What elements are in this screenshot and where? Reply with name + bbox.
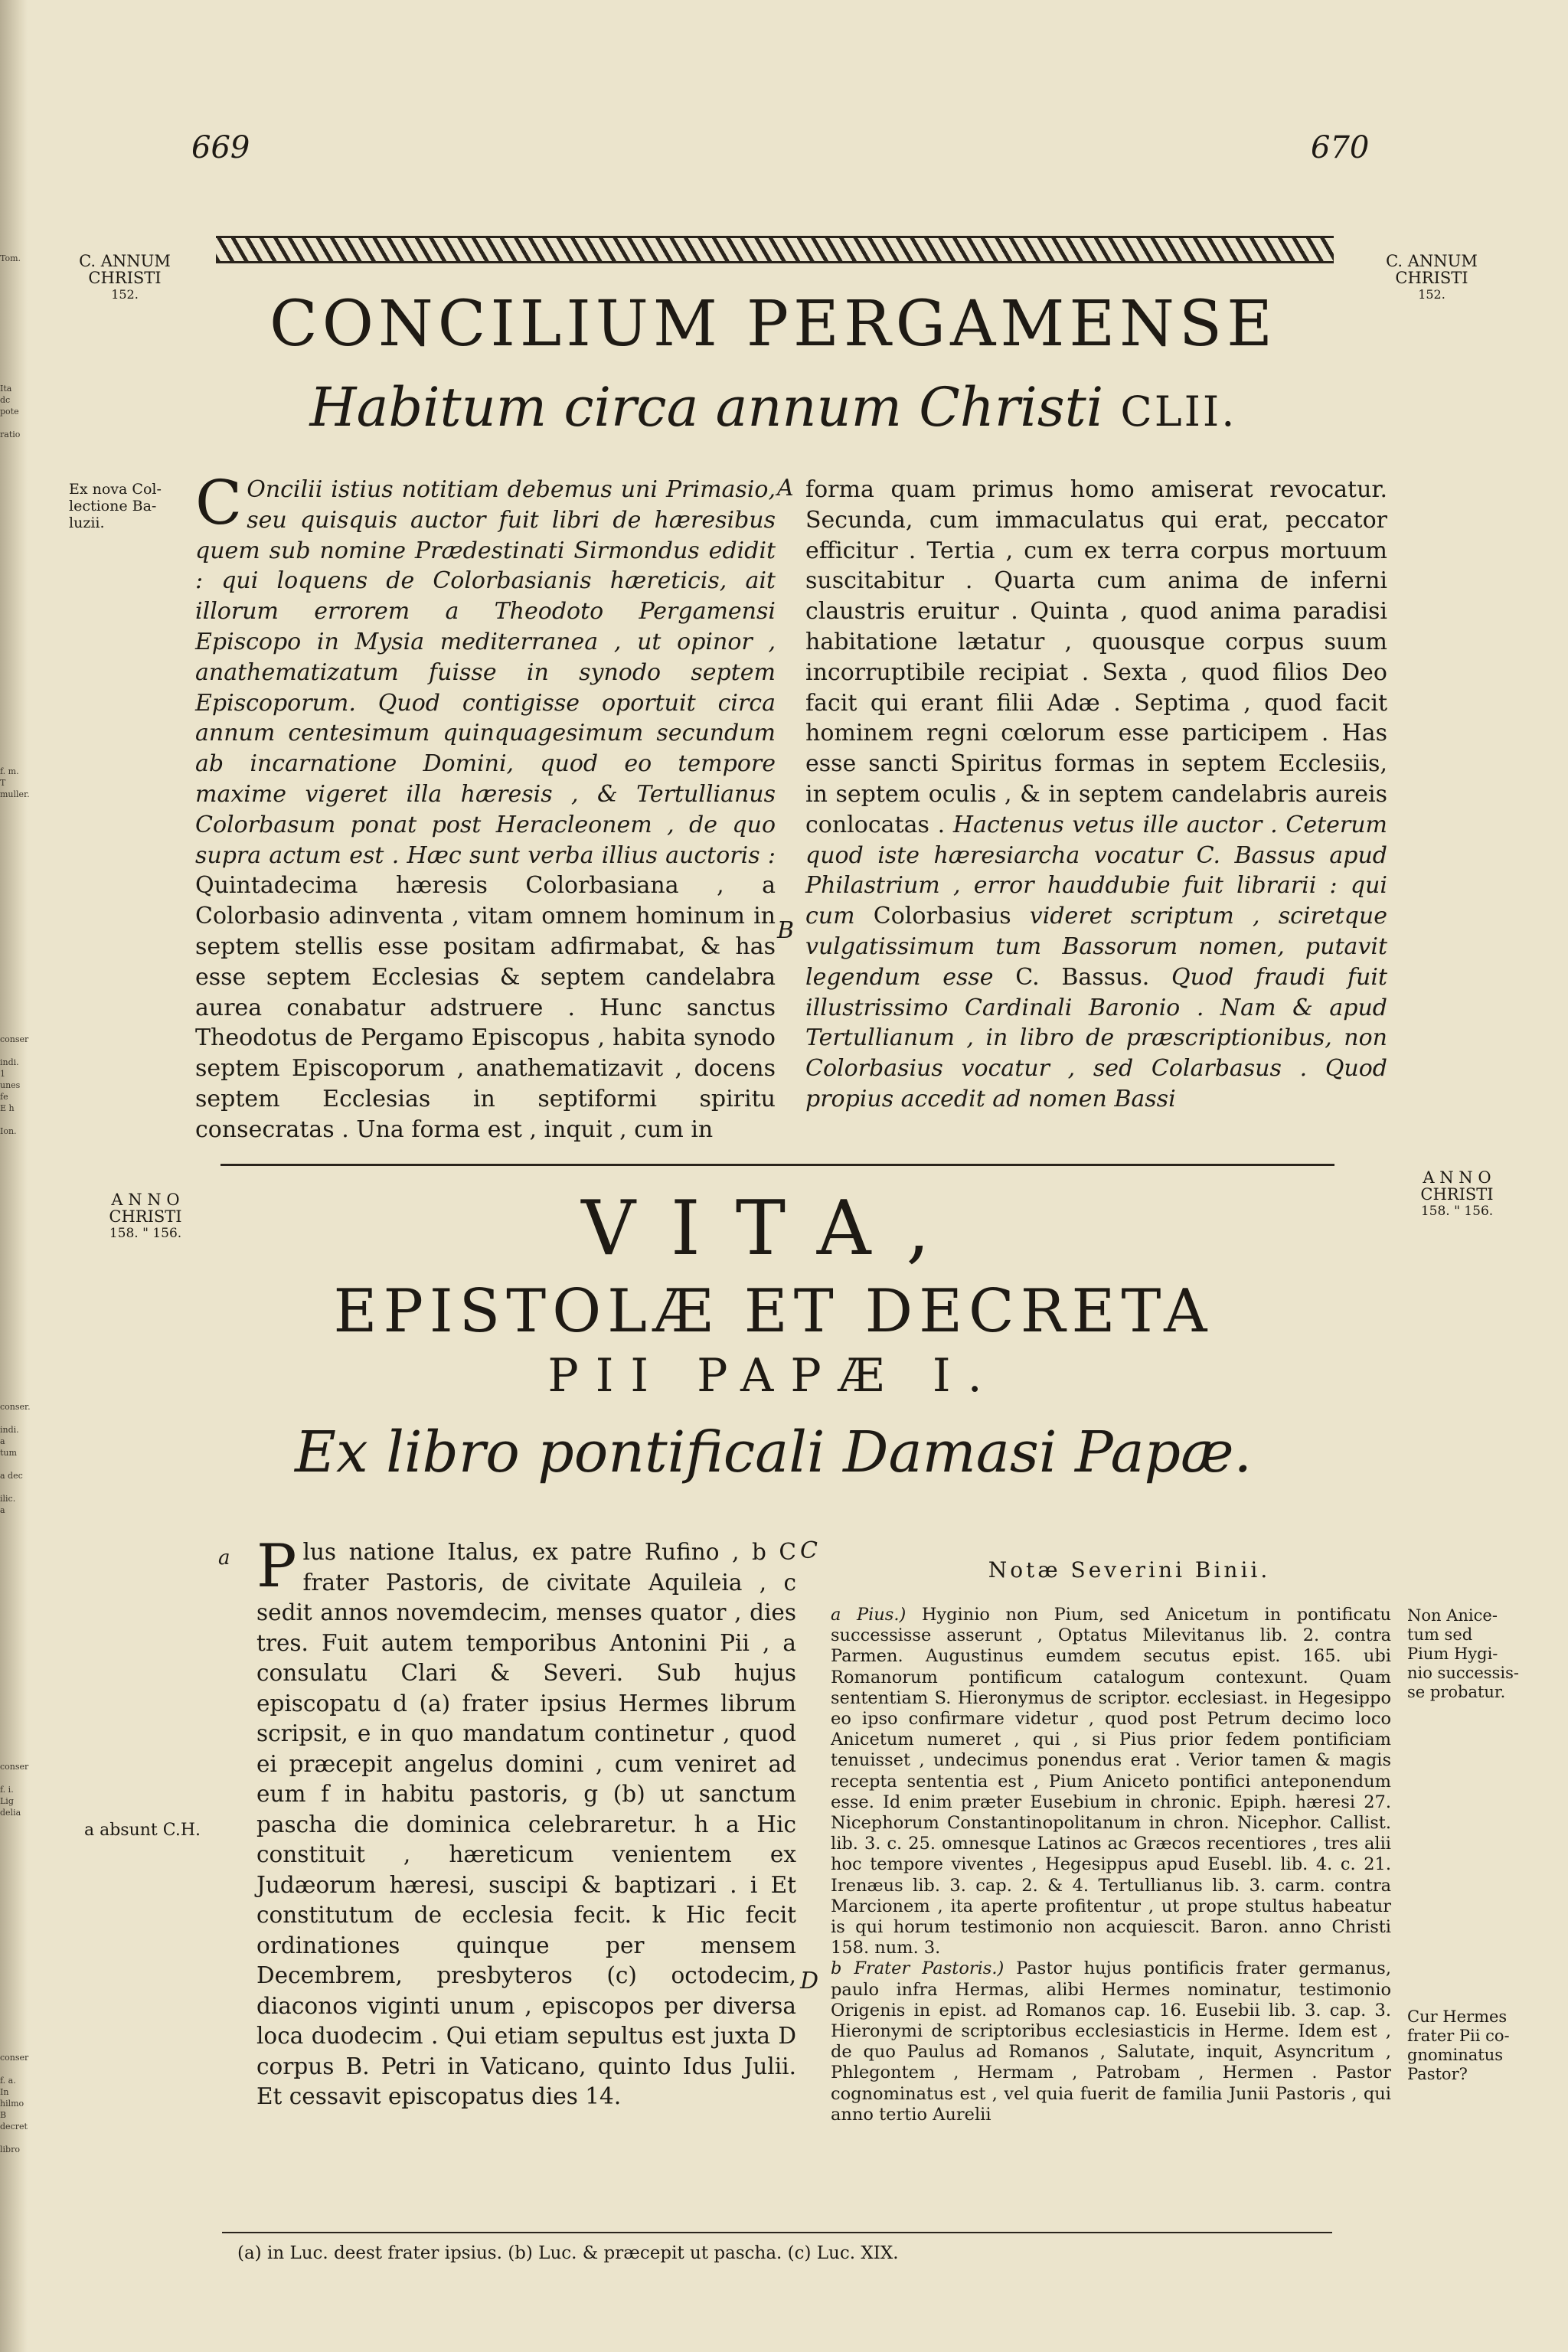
gutter-note: hilmo B xyxy=(0,2099,24,2120)
section-title: VITA, xyxy=(581,1185,965,1272)
gutter-note: Ion. xyxy=(0,1126,17,1136)
vita-text xyxy=(256,1532,796,2112)
anno-label: A N N O xyxy=(111,1191,180,1209)
gutter-note: conser xyxy=(0,1034,29,1044)
anno-label: CHRISTI xyxy=(109,1207,182,1226)
header-year-left xyxy=(60,253,190,303)
header-year-right xyxy=(1363,253,1501,303)
vita-body: lus natione Italus, ex patre Rufino , b C frater Pastoris, de civitate Aquileia , c sedit annos novemdecim, menses quator , dies tres. Fuit autem temporibus Antonini Pii , a consulatu Clari & Severi. Sub hujus episcopatu d (a) frater ipsius Hermes librum scripsit, e in quo mandatum continetur , quod ei præcepit angelus domini , cum veniret ad eum f in habitu pastoris, g (b) ut sanctum pascha die dominica celebraretur. h a Hic constituit , hæreticum venientem ex Judæorum hæresi, suscipi & baptizari . i Et constitutum de ecclesia fecit. k Hic fecit ordinationes quinque per mensem Decembrem, presbyteros (c) octodecim, diaconos viginti unum , episcopos per diversa loca duodecim . Qui etiam sepultus est juxta D corpus B. Petri in Vaticano, quinto Idus Julii. Et cessavit episcopatus dies 14. xyxy=(256,1539,796,2109)
margin-source-note xyxy=(69,481,184,531)
note-head: b Frater Pastoris.) xyxy=(831,1958,1004,1979)
gutter-note: conser. xyxy=(0,1402,31,1412)
anno-label: A N N O xyxy=(1423,1168,1491,1187)
year-label: C. ANNUM xyxy=(1386,252,1478,270)
source-line: luzii. xyxy=(69,514,105,531)
side-note-line: tum sed xyxy=(1407,1625,1473,1644)
section-divider xyxy=(220,1164,1334,1166)
section-title-line3: PII PAPÆ I. xyxy=(547,1349,999,1403)
gutter-note: decret xyxy=(0,2122,28,2132)
gutter-note: muller. xyxy=(0,789,30,799)
footnote-marker: a xyxy=(218,1547,230,1570)
gutter-note: E h xyxy=(0,1103,15,1113)
gutter-note: ilic. a xyxy=(0,1494,16,1515)
page-title: CONCILIUM PERGAMENSE xyxy=(270,288,1277,361)
text-column-right xyxy=(805,475,1387,1115)
page-number-left: 669 xyxy=(191,130,250,165)
commentary-text: Quod fraudi fuit illustrissimo Cardinali Baronio . Nam & apud Tertullianum , in libro de præscriptionibus, non Colorbasius vocatur , sed Colarbasus . Quod propius accedit ad nomen Bassi xyxy=(805,963,1387,1112)
source-line: lectione Ba- xyxy=(69,498,157,514)
side-note xyxy=(1407,2007,1545,2084)
column-letter: C xyxy=(800,1537,818,1564)
side-note xyxy=(1407,1606,1545,1702)
note-body: Hyginio non Pium, sed Anicetum in pontificatu successisse asserunt , Optatus Milevitanus lib. 2. contra Parmen. Augustinus eumdem secutus epist. 165. ubi Romanorum pontificum catalogum contexunt. Quam sententiam S. Hieronymus de scriptor. ecclesiast. in Hegesippo eo ipso confirmare videtur , quod post Petrum decimo loco Anicetum numeret , qui , si Pius prior fedem pontificiam tenuisset , undecimus ponendus erat . Verior tamen & magis recepta sententia est , Pium Aniceto pontifici anteponendum esse. Id enim præter Eusebium in chronic. Epiph. hæresi 27. Nicephorum Constantinopolitanum in chron. Nicephor. Callist. lib. 3. c. 25. omnesque Latinos ac Græcos recentiores , tres alii hoc tempore viventes , Hegesippus apud Eusebl. lib. 4. c. 21. Irenæus lib. 3. cap. 2. & 4. Tertullianus lib. 3. carm. contra Marcionem , ita aperte profitentur , ut prope stultus habeatur is qui horum testimonio non acquiescit. Baron. anno Christi 158. num. 3. xyxy=(831,1605,1391,1958)
side-note-line: Non Anice- xyxy=(1407,1606,1498,1625)
anno-label: CHRISTI xyxy=(1420,1185,1494,1204)
column-letter: A xyxy=(777,475,794,501)
commentary-text: Hactenus vetus ille auctor . Ceterum quod iste hæresiarcha vocatur C. Bassus apud Philastrium , error hauddubie fuit librarii : qui cum xyxy=(805,811,1387,930)
subtitle-year: CLII. xyxy=(1120,387,1237,436)
gutter-note: delia xyxy=(0,1808,21,1818)
gutter-note: f. m. T xyxy=(0,766,19,788)
gutter-note: Ita dc xyxy=(0,384,12,405)
footnote-divider xyxy=(222,2232,1332,2233)
column-letter: D xyxy=(800,1968,819,1994)
side-note-line: frater Pii co- xyxy=(1407,2027,1510,2045)
quoted-text: Quintadecima hæresis Colorbasiana , a Colorbasio adinventa , vitam omnem hominum in septem stellis esse positam adfirmabat, & has esse septem Ecclesias & septem candelabra aurea conabatur adstruere . Hunc sanctus Theodotus de Pergamo Episcopus , habita synodo septem Episcoporum , anathematizavit , docens septem Ecclesias in septiformi spiritu consecratas . Una forma est , inquit , cum in xyxy=(195,872,776,1143)
gutter-note: f. a. In xyxy=(0,2076,16,2097)
year-label: CHRISTI xyxy=(88,269,162,287)
gutter-note: conser xyxy=(0,2053,29,2063)
subtitle-text: Habitum circa annum Christi xyxy=(309,376,1104,439)
name-text: Colorbasius xyxy=(873,903,1011,930)
commentary-text: videret scriptum , sciretque vulgatissimum tum Bassorum nomen, putavit legendum esse xyxy=(805,903,1387,991)
anno-value: 158. " 156. xyxy=(109,1226,182,1241)
notes-heading: Notæ Severini Binii. xyxy=(988,1557,1271,1583)
gutter-note: pote xyxy=(0,407,19,416)
gutter-note: a dec xyxy=(0,1471,23,1481)
side-note-line: Pastor? xyxy=(1407,2065,1468,2083)
gutter-note: tum xyxy=(0,1448,17,1458)
drop-cap: P xyxy=(256,1532,297,1601)
notes-column xyxy=(831,1605,1391,2125)
note-body: Pastor hujus pontificis frater germanus, paulo infra Hermas, alibi Hermes nominatur, testimonio Origenis in epist. ad Romanos cap. 16. Eusebii lib. 3. cap. 3. Hieronymi de scriptoribus ecclesiasticis in Herme. Idem est , de quo Paulus ad Romanos , Salutate, inquit, Asyncritum , Phlegontem , Hermam , Patrobam , Hermen . Pastor cognominatus est , vel quia fuerit de familia Junii Pastoris , qui anno tertio Aurelii xyxy=(831,1958,1391,2125)
year-label: CHRISTI xyxy=(1395,269,1468,287)
side-note-line: gnominatus xyxy=(1407,2046,1504,2064)
side-note-line: Pium Hygi- xyxy=(1407,1645,1498,1663)
gutter-note: libro xyxy=(0,2145,20,2154)
name-text: C. Bassus. xyxy=(1015,963,1150,991)
year-value: 152. xyxy=(111,287,139,302)
note-head: a Pius.) xyxy=(831,1605,906,1625)
gutter-strip xyxy=(0,0,31,2352)
text-column-left xyxy=(195,467,776,1145)
gutter-note: ratio xyxy=(0,430,21,439)
gutter-note: f. i. Lig xyxy=(0,1785,14,1806)
side-note-line: se probatur. xyxy=(1407,1683,1506,1701)
year-value: 152. xyxy=(1418,287,1446,302)
side-note-line: Cur Hermes xyxy=(1407,2007,1508,2026)
section-title-line2: EPISTOLÆ ET DECRETA xyxy=(333,1277,1214,1346)
page-number-right: 670 xyxy=(1311,130,1370,165)
intro-text: Oncilii istius notitiam debemus uni Primasio, seu quisquis auctor fuit libri de hæresibus quem sub nomine Prædestinati Sirmondus edidit : qui loquens de Colorbasianis hæreticis, ait illorum errorem a Theodoto Pergamensi Episcopo in Mysia mediterranea , ut opinor , anathematizatum fuisse in synodo septem Episcoporum. Quod contigisse oportuit circa annum centesimum quinquagesimum secundum ab incarnatione Domini, quod eo tempore maxime vigeret illa hæresis , & Tertullianus Colorbasum ponat post Heracleonem , de quo supra actum est . Hæc sunt verba illius auctoris : xyxy=(195,476,776,869)
gutter-note: indi. 1 xyxy=(0,1057,19,1079)
column-letter: B xyxy=(777,917,795,944)
gutter-note: Tom. xyxy=(0,253,21,263)
gutter-note: conser xyxy=(0,1762,29,1772)
margin-note: a absunt C.H. xyxy=(84,1821,201,1840)
gutter-note: unes fe xyxy=(0,1080,21,1102)
page-subtitle xyxy=(191,377,1355,443)
drop-cap: C xyxy=(195,467,243,538)
year-label: C. ANNUM xyxy=(79,252,171,270)
anno-right xyxy=(1384,1169,1530,1220)
source-line: Ex nova Col- xyxy=(69,481,162,498)
anno-value: 158. " 156. xyxy=(1420,1204,1494,1219)
footnote: (a) in Luc. deest frater ipsius. (b) Luc. & præcepit ut pascha. (c) Luc. XIX. xyxy=(237,2243,899,2263)
gutter-note: indi. a xyxy=(0,1425,19,1446)
side-note-line: nio successis- xyxy=(1407,1664,1519,1682)
section-subtitle: Ex libro pontificali Damasi Papæ. xyxy=(294,1419,1253,1485)
quoted-text: forma quam primus homo amiserat revocatur. Secunda, cum immaculatus qui erat, peccator efficitur . Tertia , cum ex terra corpus mortuum suscitabitur . Quarta cum anima de inferni claustris eruitur . Quinta , quod anima paradisi habitatione lætatur , quousque corpus suum incorruptibile recipiat . Sexta , quod filios Deo facit qui erant filii Adæ . Septima , quod facit hominem regni cœlorum esse participem . Has esse sancti Spiritus formas in septem Ecclesiis, in septem oculis , & in septem candelabris aureis conlocatas . xyxy=(805,476,1387,838)
ornamental-border xyxy=(216,236,1334,263)
